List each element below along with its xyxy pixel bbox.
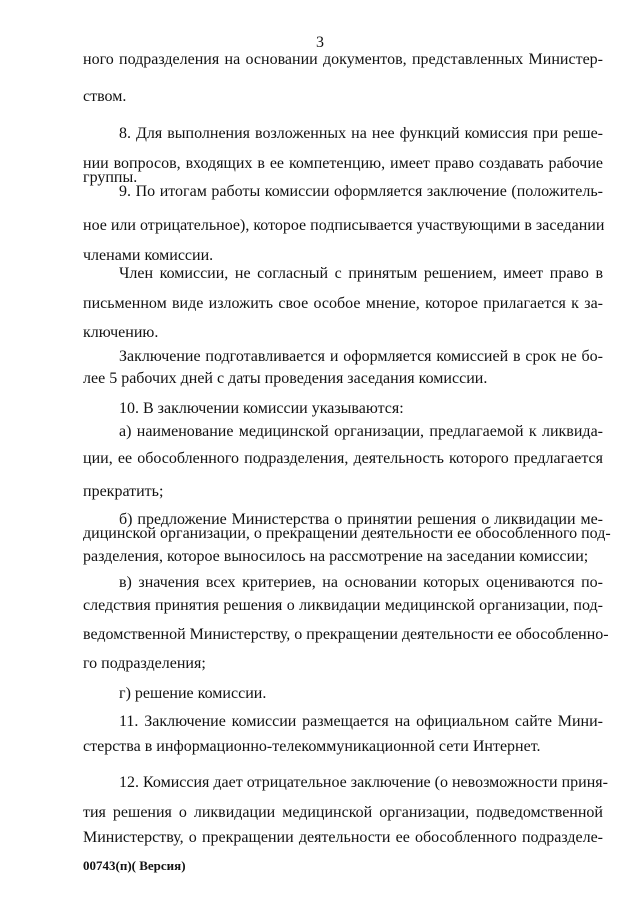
text-line: ного подразделения на основании документов, представленных Министер- <box>83 51 603 68</box>
text-line: 11. Заключение комиссии размещается на официальном сайте Мини- <box>119 713 603 730</box>
page-number: 3 <box>316 34 324 51</box>
text-line: ством. <box>83 88 127 105</box>
text-line: дицинской организации, о прекращении деятельности ее обособленного под- <box>83 525 611 542</box>
text-line: Министерству, о прекращении деятельности ее обособленного подразделе- <box>83 829 603 846</box>
text-line: 12. Комиссия дает отрицательное заключение (о невозможности приня- <box>119 774 608 791</box>
text-line: разделения, которое выносилось на рассмотрение на заседании комиссии; <box>83 548 589 565</box>
text-line: стерства в информационно-телекоммуникационной сети Интернет. <box>83 738 541 755</box>
document-footer-code: 00743(п)( Версия) <box>83 858 186 873</box>
text-line: 8. Для выполнения возложенных на нее функций комиссия при реше- <box>119 125 603 142</box>
text-line: в) значения всех критериев, на основании которых оцениваются по- <box>119 574 603 591</box>
text-line: г) решение комиссии. <box>119 685 267 702</box>
text-line: б) предложение Министерства о принятии решения о ликвидации ме- <box>119 511 603 528</box>
text-line: членами комиссии. <box>83 247 214 264</box>
text-line: а) наименование медицинской организации, предлагаемой к ликвида- <box>119 423 603 440</box>
text-line: тия решения о ликвидации медицинской организации, подведомственной <box>83 804 603 821</box>
text-line: прекратить; <box>83 483 164 500</box>
text-line: лее 5 рабочих дней с даты проведения заседания комиссии. <box>83 370 488 387</box>
text-line: ключению. <box>83 324 159 341</box>
text-line: 10. В заключении комиссии указываются: <box>119 400 404 417</box>
text-line: группы. <box>83 169 138 186</box>
text-line: письменном виде изложить свое особое мнение, которое прилагается к за- <box>83 295 603 312</box>
text-line: ное или отрицательное), которое подписывается участвующими в заседании <box>83 217 605 234</box>
text-line: 9. По итогам работы комиссии оформляется заключение (положитель- <box>119 183 603 200</box>
text-line: ведомственной Министерству, о прекращении деятельности ее обособленно- <box>83 626 609 643</box>
text-line: ции, ее обособленного подразделения, деятельность которого предлагается <box>83 450 603 467</box>
text-line: нии вопросов, входящих в ее компетенцию, имеет право создавать рабочие <box>83 155 603 172</box>
text-line: следствия принятия решения о ликвидации медицинской организации, под- <box>83 597 603 614</box>
text-line: Заключение подготавливается и оформляется комиссией в срок не бо- <box>119 348 603 365</box>
text-line: Член комиссии, не согласный с принятым решением, имеет право в <box>119 265 603 282</box>
text-line: го подразделения; <box>83 655 206 672</box>
